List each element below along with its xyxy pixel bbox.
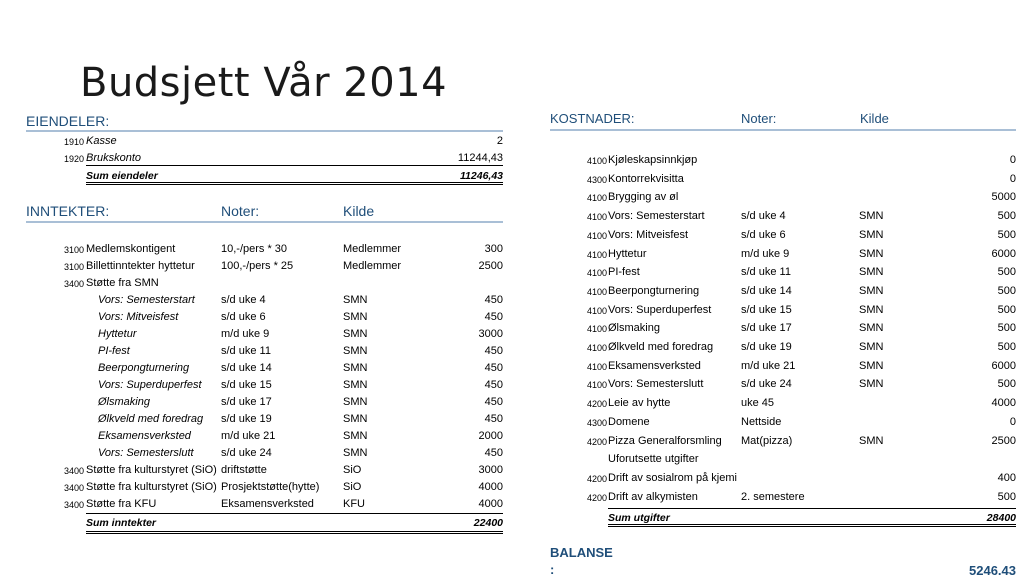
- item-name: Beerpongturnering: [608, 284, 700, 297]
- amount: 500: [997, 210, 1016, 223]
- item-name: Vors: Mitveisfest: [608, 228, 689, 241]
- item-note: Prosjektstøtte(hytte): [221, 481, 320, 493]
- amount: 450: [484, 294, 503, 306]
- account-code: 4300: [586, 174, 607, 185]
- inntekter-source-header: Kilde: [343, 203, 375, 219]
- kostnader-row: [550, 282, 1016, 299]
- item-note: s/d uke 15: [221, 379, 272, 391]
- double-underline: [608, 524, 1016, 527]
- item-note: s/d uke 24: [221, 447, 272, 459]
- item-source: SMN: [859, 210, 884, 223]
- amount: 500: [997, 378, 1016, 391]
- kostnader-row: [550, 432, 1016, 449]
- kostnader-header-rule: [550, 129, 1016, 131]
- account-code: 4100: [586, 193, 607, 204]
- item-name: Hyttetur: [608, 247, 647, 260]
- inntekter-row: [30, 461, 503, 478]
- account-code: 4100: [586, 305, 607, 316]
- item-name: Støtte fra KFU: [86, 498, 157, 510]
- account-code: 3400: [63, 466, 84, 476]
- kostnader-row: [550, 375, 1016, 392]
- account-code: 4100: [586, 343, 607, 353]
- amount: 2500: [478, 260, 503, 272]
- account-code: 4100: [586, 212, 607, 223]
- kostnader-row: [550, 357, 1016, 374]
- item-note: s/d uke 19: [741, 341, 792, 353]
- amount: 2000: [478, 430, 503, 442]
- account-code: 4200: [586, 492, 607, 503]
- item-source: SMN: [859, 303, 884, 316]
- account-name: Kasse: [86, 135, 117, 147]
- amount: 3000: [478, 328, 503, 340]
- kostnader-row: [550, 450, 1016, 467]
- item-note: s/d uke 4: [221, 294, 266, 306]
- kostnader-row: [550, 413, 1016, 430]
- item-name: Eksamensverksted: [98, 430, 191, 442]
- item-note: s/d uke 17: [741, 322, 792, 335]
- amount: 500: [997, 266, 1016, 279]
- account-code: 4100: [586, 156, 607, 166]
- account-code: 1910: [63, 137, 84, 147]
- item-name: Beerpongturnering: [98, 362, 190, 374]
- amount: 6000: [991, 359, 1016, 372]
- separator-line: [86, 165, 503, 166]
- amount: 500: [997, 490, 1016, 503]
- kostnader-row: [550, 207, 1016, 224]
- account-code: 4200: [586, 436, 607, 447]
- account-code: 1920: [63, 154, 84, 164]
- balanse-amount: 5246.43: [969, 563, 1016, 578]
- item-name: Støtte fra kulturstyret (SiO): [86, 481, 217, 493]
- item-source: SMN: [343, 345, 368, 357]
- amount: 0: [1009, 172, 1016, 185]
- kostnader-row: [550, 469, 1016, 486]
- item-name: Ølkveld med foredrag: [98, 413, 204, 425]
- double-underline: [86, 182, 503, 185]
- kostnader-row: [550, 338, 1016, 355]
- item-name: Ølsmaking: [98, 396, 150, 408]
- item-name: Kjøleskapsinnkjøp: [608, 154, 698, 166]
- inntekter-row: [30, 393, 503, 410]
- amount: 0: [1009, 154, 1016, 166]
- inntekter-row: [30, 240, 503, 257]
- item-name: Brygging av øl: [608, 191, 679, 204]
- inntekter-sum-row: [30, 514, 503, 531]
- item-name: Vors: Superduperfest: [608, 303, 712, 316]
- amount: 2500: [991, 434, 1016, 447]
- item-note: m/d uke 9: [221, 328, 270, 340]
- item-source: SMN: [859, 247, 884, 260]
- account-code: 3100: [63, 262, 84, 272]
- kostnader-row: [550, 394, 1016, 411]
- inntekter-header-label: INNTEKTER:: [26, 203, 110, 219]
- inntekter-row: [30, 257, 503, 274]
- item-name: Uforutsette utgifter: [608, 453, 699, 466]
- account-code: 4100: [586, 286, 607, 297]
- item-name: PI-fest: [608, 266, 640, 279]
- inntekter-row: [30, 308, 503, 325]
- inntekter-row: [30, 359, 503, 376]
- item-note: s/d uke 24: [741, 378, 792, 391]
- amount: 400: [997, 471, 1016, 484]
- item-note: Nettside: [741, 415, 782, 428]
- amount: 6000: [991, 247, 1016, 260]
- inntekter-row: [30, 478, 503, 495]
- item-note: s/d uke 6: [221, 311, 266, 323]
- item-source: SiO: [343, 481, 362, 493]
- inntekter-row: [30, 325, 503, 342]
- kostnader-row: [550, 263, 1016, 280]
- amount: 5000: [991, 191, 1016, 204]
- item-note: Eksamensverksted: [221, 498, 314, 510]
- balanse-label-line2: :: [550, 562, 555, 577]
- sum-amount: 28400: [986, 512, 1016, 524]
- item-source: SMN: [343, 447, 368, 459]
- item-source: SMN: [859, 284, 884, 297]
- item-name: Drift av sosialrom på kjemi: [608, 471, 737, 484]
- kostnader-source-header: Kilde: [860, 111, 889, 126]
- kostnader-row: [550, 319, 1016, 336]
- amount: 450: [484, 413, 503, 425]
- inntekter-row: [30, 427, 503, 444]
- amount: 500: [997, 303, 1016, 316]
- account-code: 3400: [63, 500, 84, 510]
- item-source: SMN: [343, 362, 368, 374]
- amount: 450: [484, 396, 503, 408]
- amount: 500: [997, 284, 1016, 297]
- item-name: Domene: [608, 415, 650, 428]
- item-name: Vors: Semesterstart: [608, 210, 705, 223]
- item-note: 10,-/pers * 30: [221, 243, 288, 255]
- amount: 11244,43: [457, 152, 503, 164]
- kostnader-header-label: KOSTNADER:: [550, 111, 635, 126]
- kostnader-row: [550, 301, 1016, 318]
- item-name: Drift av alkymisten: [608, 490, 698, 503]
- inntekter-header-rule: [26, 221, 503, 223]
- amount: 500: [997, 341, 1016, 353]
- kostnader-row: [550, 170, 1016, 187]
- item-name: Støtte fra SMN: [86, 277, 159, 289]
- item-note: 100,-/pers * 25: [221, 260, 294, 272]
- item-source: SiO: [343, 464, 362, 476]
- item-source: SMN: [859, 266, 884, 279]
- sum-amount: 22400: [473, 517, 503, 529]
- amount: 450: [484, 345, 503, 357]
- item-source: SMN: [859, 228, 884, 241]
- balanse-label-line1: BALANSE: [550, 545, 613, 560]
- sum-label: Sum inntekter: [86, 517, 157, 529]
- item-name: Støtte fra kulturstyret (SiO): [86, 464, 217, 476]
- item-source: Medlemmer: [343, 260, 402, 272]
- account-code: 4300: [586, 417, 607, 428]
- item-note: s/d uke 14: [221, 362, 272, 374]
- eiendeler-row: [30, 149, 503, 166]
- item-name: Vors: Mitveisfest: [98, 311, 179, 323]
- account-code: 3100: [63, 245, 84, 255]
- inntekter-header: [26, 203, 503, 221]
- kostnader-notes-header: Noter:: [741, 111, 777, 126]
- inntekter-row: [30, 410, 503, 427]
- balanse-label: [550, 545, 613, 577]
- account-code: 3400: [63, 483, 84, 493]
- amount: 4000: [478, 481, 503, 493]
- item-source: SMN: [343, 311, 368, 323]
- item-note: s/d uke 14: [741, 284, 792, 297]
- item-note: 2. semestere: [741, 490, 805, 503]
- kostnader-row: [550, 488, 1016, 505]
- item-name: Pizza Generalforsmling: [608, 434, 722, 447]
- item-name: Leie av hytte: [608, 397, 671, 410]
- item-source: SMN: [859, 434, 884, 447]
- item-name: Medlemskontigent: [86, 243, 176, 255]
- sum-label: Sum utgifter: [608, 512, 670, 524]
- amount: 450: [484, 311, 503, 323]
- account-code: 4100: [586, 380, 607, 391]
- item-note: s/d uke 17: [221, 396, 272, 408]
- item-name: Hyttetur: [98, 328, 137, 340]
- kostnader-row: [550, 226, 1016, 243]
- item-name: Ølkveld med foredrag: [608, 341, 714, 353]
- item-name: Eksamensverksted: [608, 359, 701, 372]
- kostnader-row: [550, 188, 1016, 205]
- item-note: driftstøtte: [221, 464, 267, 476]
- account-code: 3400: [63, 279, 84, 289]
- account-code: 4200: [586, 399, 607, 410]
- amount: 500: [997, 322, 1016, 335]
- amount: 2: [496, 135, 503, 147]
- page-title: Budsjett Vår 2014: [80, 60, 448, 106]
- inntekter-row: [30, 495, 503, 512]
- item-name: Vors: Superduperfest: [98, 379, 202, 391]
- item-source: SMN: [343, 328, 368, 340]
- eiendeler-header: [26, 113, 503, 131]
- amount: 300: [484, 243, 503, 255]
- item-name: Vors: Semesterslutt: [98, 447, 194, 459]
- item-note: s/d uke 4: [741, 210, 786, 223]
- account-code: 4100: [586, 361, 607, 372]
- item-source: SMN: [343, 413, 368, 425]
- amount: 500: [997, 228, 1016, 241]
- account-code: 4100: [586, 249, 607, 260]
- item-note: uke 45: [741, 397, 775, 410]
- inntekter-row: [30, 291, 503, 308]
- item-note: m/d uke 21: [221, 430, 276, 442]
- item-source: SMN: [859, 341, 884, 353]
- account-code: 4200: [586, 473, 607, 484]
- item-note: s/d uke 11: [741, 266, 791, 279]
- item-source: SMN: [859, 378, 884, 391]
- item-source: Medlemmer: [343, 243, 402, 255]
- item-name: Kontorrekvisitta: [608, 172, 684, 185]
- kostnader-row: [550, 151, 1016, 168]
- item-name: PI-fest: [98, 345, 130, 357]
- sum-amount: 11246,43: [459, 170, 503, 182]
- item-note: s/d uke 15: [741, 303, 792, 316]
- eiendeler-header-label: EIENDELER:: [26, 113, 110, 129]
- amount: 3000: [478, 464, 503, 476]
- double-underline: [86, 531, 503, 534]
- account-code: 4100: [586, 324, 607, 335]
- item-note: m/d uke 9: [741, 247, 790, 260]
- amount: 4000: [991, 397, 1016, 410]
- item-name: Ølsmaking: [608, 322, 660, 335]
- amount: 450: [484, 362, 503, 374]
- inntekter-row: [30, 376, 503, 393]
- inntekter-row: [30, 342, 503, 359]
- sum-label: Sum eiendeler: [86, 170, 158, 182]
- item-note: s/d uke 6: [741, 228, 786, 241]
- account-name: Brukskonto: [86, 152, 142, 164]
- inntekter-notes-header: Noter:: [221, 203, 260, 219]
- item-source: SMN: [859, 322, 884, 335]
- account-code: 4100: [586, 230, 607, 241]
- item-name: Vors: Semesterslutt: [608, 378, 704, 391]
- account-code: 4100: [586, 268, 607, 279]
- eiendeler-row: [30, 132, 503, 149]
- item-name: Billettinntekter hyttetur: [86, 260, 195, 272]
- item-source: SMN: [343, 430, 368, 442]
- inntekter-row: [30, 444, 503, 461]
- item-source: KFU: [343, 498, 365, 510]
- item-source: SMN: [343, 379, 368, 391]
- item-note: s/d uke 19: [221, 413, 272, 425]
- kostnader-row: [550, 245, 1016, 262]
- item-source: SMN: [343, 294, 368, 306]
- item-name: Vors: Semesterstart: [98, 294, 195, 306]
- inntekter-row: [30, 274, 503, 291]
- amount: 0: [1009, 415, 1016, 428]
- item-source: SMN: [343, 396, 368, 408]
- item-source: SMN: [859, 359, 884, 372]
- item-note: Mat(pizza): [741, 434, 793, 447]
- amount: 450: [484, 379, 503, 391]
- amount: 4000: [478, 498, 503, 510]
- kostnader-header: [550, 111, 1016, 129]
- item-note: s/d uke 11: [221, 345, 271, 357]
- amount: 450: [484, 447, 503, 459]
- item-note: m/d uke 21: [741, 359, 796, 372]
